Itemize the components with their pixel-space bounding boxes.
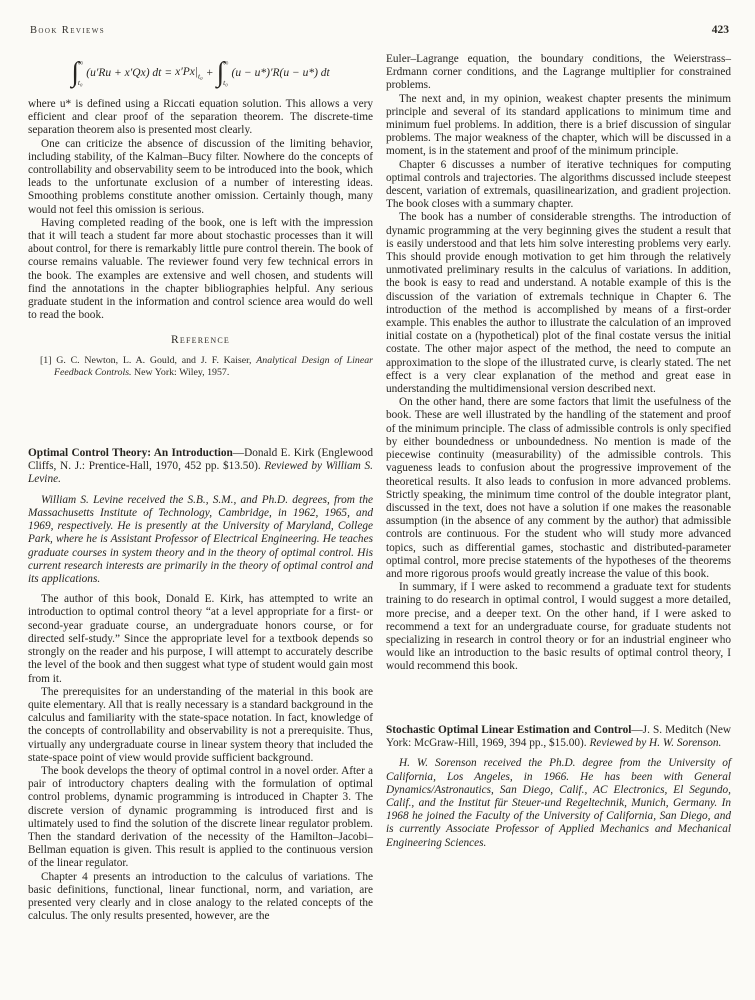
paragraph: The next and, in my opinion, weakest chapter presents the minimum principle and several of its standard applications to minimum time and minimum fuel problems. In addition, there is a brief discussion of singular problems. The major weakness of the chapter, which will be discussed in a moment, is in the statement and proof of the minimum principle. xyxy=(386,92,731,158)
review-heading-meditch xyxy=(386,724,731,751)
equation xyxy=(28,58,373,88)
reviewed-by: Reviewed by William S. Levine. xyxy=(28,460,373,486)
paragraph: In summary, if I were asked to recommend a graduate text for students training to do research in optimal control, I would suggest a more detailed, more precise, and a deeper text. On the other hand, if I were asked to recommend a text for an undergraduate course, for graduate students not specializing in research in control theory or for an industrial engineer who would like an introduction to the basic results of optimal control theory, I would recommend this book. xyxy=(386,581,731,673)
reference-heading: Reference xyxy=(171,334,230,347)
integral-symbol: ∫ ∞ t₀ xyxy=(216,57,229,88)
paragraph: One can criticize the absence of discussion of the limiting behavior, including stability, of the Kalman–Bucy filter. Nowhere do the concepts of controllability and observability seem to be introduced into the book, which leads to the unfortunate exclusion of a number of interesting ideas. Smoothing problems constitute another omission. Certainly though, many would not feel this omission is serious. xyxy=(28,137,373,216)
reviewer-bio: H. W. Sorenson received the Ph.D. degree from the University of California, Los Angeles, in 1966. He has been with General Dynamics/Astronautics, San Diego, Calif., AC Electronics, El Segundo, Calif., and the Institut für Steuer-und Regeltechnik, Munich, Germany. In 1968 he joined the Faculty of the University of California, San Diego, and is currently Associate Professor of Applied Mechanics and Mechanical Engineering Sciences. xyxy=(386,757,731,849)
paragraph: where u* is defined using a Riccati equation solution. This allows a very efficient and clear proof of the separation theorem. The discrete-time separation theorem also is presented most clearly. xyxy=(28,98,373,137)
book-title: Optimal Control Theory: An Introduction xyxy=(28,446,233,459)
reviewed-by: Reviewed by H. W. Sorenson. xyxy=(589,736,722,749)
book-title: Stochastic Optimal Linear Estimation and Control xyxy=(386,723,632,736)
review-heading-kirk xyxy=(28,447,373,487)
paragraph: Chapter 6 discusses a number of iterative techniques for computing optimal controls and trajectories. The algorithms discussed include steepest descent, variation of extremals, quasilinearization, and gradient projection. The book closes with a summary chapter. xyxy=(386,158,731,211)
publication-info: —Donald E. Kirk (Englewood Cliffs, N. J.: Prentice-Hall, 1970, 452 pp. $13.50). xyxy=(28,446,373,473)
equation-lhs: (u′Ru + x′Qx) dt xyxy=(86,67,162,79)
publication-info: —J. S. Meditch (New York: McGraw-Hill, 1969, 394 pp., $15.00). xyxy=(386,723,731,749)
two-column-layout xyxy=(28,46,731,923)
left-column xyxy=(28,46,373,923)
integral-upper-limit: ∞ xyxy=(223,58,229,67)
paragraph: Euler–Lagrange equation, the boundary conditions, the Weierstrass–Erdmann corner conditions, and the Lagrange multiplier for constrained problems. xyxy=(386,53,731,92)
page-number: 423 xyxy=(711,24,729,36)
paragraph: On the other hand, there are some factors that limit the usefulness of the book. These are well illustrated by the handling of the statement and proof of the minimum principle. The class of admissible controls is only specified by either boundedness or unboundedness. No mention is made of the piecewise continuity (measurability) of the admissible controls. This vagueness leads to confusion about the progressive improvement of the theoretical results. It also leads to confusion in more advanced problems. Strictly speaking, the minimum time control of the double integrator plant, discussed in the text, does not have a solution if one makes the reasonable assumption (in the absence of any comment by the author) that admissible controls are continuous. For the student who will study more advanced topics, such as differential games, stochastic and distributed-parameter optimal control, more precise statements of the hypotheses of the theorems and more rigorous proofs would greatly increase the value of this book. xyxy=(386,396,731,580)
paragraph: The book has a number of considerable strengths. The introduction of dynamic programming at the very beginning gives the student a result that is easily understood and that lets him solve interesting problems very early. This should provide enough motivation to get him through the relatively unmotivated preliminary results in the calculus of variations. In addition, the book is easy to read and understand. A notable example of this is the discussion of the variation of extremals technique in Chapter 6. The introduction of the method is accomplished by means of a first-order example. This enables the author to illustrate the calculation of an improved initial costate on a (hypothetical) plot of the final costate versus the initial costate. The other major aspect of the method, the need to compute an approximation to the slope of the illustrated curve, is clearly stated. The net effect is a very clear explanation of the method and great ease in understanding the multidimensional version described next. xyxy=(386,211,731,396)
equation-mid-term: $x'Px|_{t_0}$ xyxy=(175,65,203,81)
running-title: Book Reviews xyxy=(30,25,106,36)
paragraph: The author of this book, Donald E. Kirk, has attempted to write an introduction to optimal control theory “at a level appropriate for a first- or second-year graduate course, an undergraduate honors course, or for directed self-study.” Since the appropriate level for a textbook depends so strongly on the reader and his purpose, I will attempt to accurately describe the level of the book and then suggest what type of student would gain most from it. xyxy=(28,593,373,685)
integral-lower-limit: t₀ xyxy=(77,78,83,87)
paragraph: Chapter 4 presents an introduction to the calculus of variations. The basic definitions, functional, linear functional, norm, and variation, are presented very clearly and in close analogy to the related concepts of the calculus. The only results presented, however, are the xyxy=(28,870,373,923)
reference-book-title: Analytical Design of Linear Feedback Controls. xyxy=(54,355,373,379)
reference-label: [1] xyxy=(40,355,52,367)
integral-lower-limit: t₀ xyxy=(223,78,228,87)
paragraph: The book develops the theory of optimal control in a novel order. After a pair of introductory chapters dealing with the formulation of optimal control problems, dynamic programming is introduced in Chapter 3. The discrete version of dynamic programming is introduced first and is ultimately used to find the solution of the discrete linear regulator problem. Then the standard derivation of the necessity of the Hamilton–Jacobi–Bellman equation is given. This result is applied to the continuous version of the linear regulator. xyxy=(28,764,373,870)
equation-equals: = xyxy=(164,67,173,79)
integral-symbol: ∫ ∞ t₀ xyxy=(71,57,84,88)
paragraph: Having completed reading of the book, one is left with the impression that it will teach a student far more about stochastic processes than it will about control, for there is remarkably little pure control therein. The book of course remains valuable. The reviewer found very few technical errors in the book. The examples are extensive and well chosen, and students will find the annotations in the chapter bibliographies helpful. Any serious graduate student in the information and control science area would do well to read the book. xyxy=(28,216,373,322)
reviewer-bio: William S. Levine received the S.B., S.M., and Ph.D. degrees, from the Massachusetts Institute of Technology, Cambridge, in 1962, 1965, and 1969, respectively. He is presently at the University of Maryland, College Park, where he is Assistant Professor of Electrical Engineering. He teaches graduate courses in system theory and in the theory of optimal control. His current research interests are primarily in the theory of optimal control and its applications. xyxy=(28,493,373,586)
equation-rhs: (u − u*)′R(u − u*) dt xyxy=(231,67,330,79)
page-header xyxy=(28,24,731,36)
reference-entry: [1] G. C. Newton, L. A. Gould, and J. F. Kaiser, Analytical Design of Linear Feedback Controls. New York: Wiley, 1957. xyxy=(40,355,373,379)
right-column xyxy=(386,46,731,923)
equation-plus: + xyxy=(205,67,214,79)
paragraph: The prerequisites for an understanding of the material in this book are quite elementary. All that is really necessary is a standard background in the calculus and familiarity with the state-space notation. In fact, knowledge of the concepts of controllability and observability is not a prerequisite. Thus, virtually any undergraduate course in linear system theory that included the state-space point of view would provide sufficient background. xyxy=(28,685,373,764)
integral-upper-limit: ∞ xyxy=(77,58,84,67)
